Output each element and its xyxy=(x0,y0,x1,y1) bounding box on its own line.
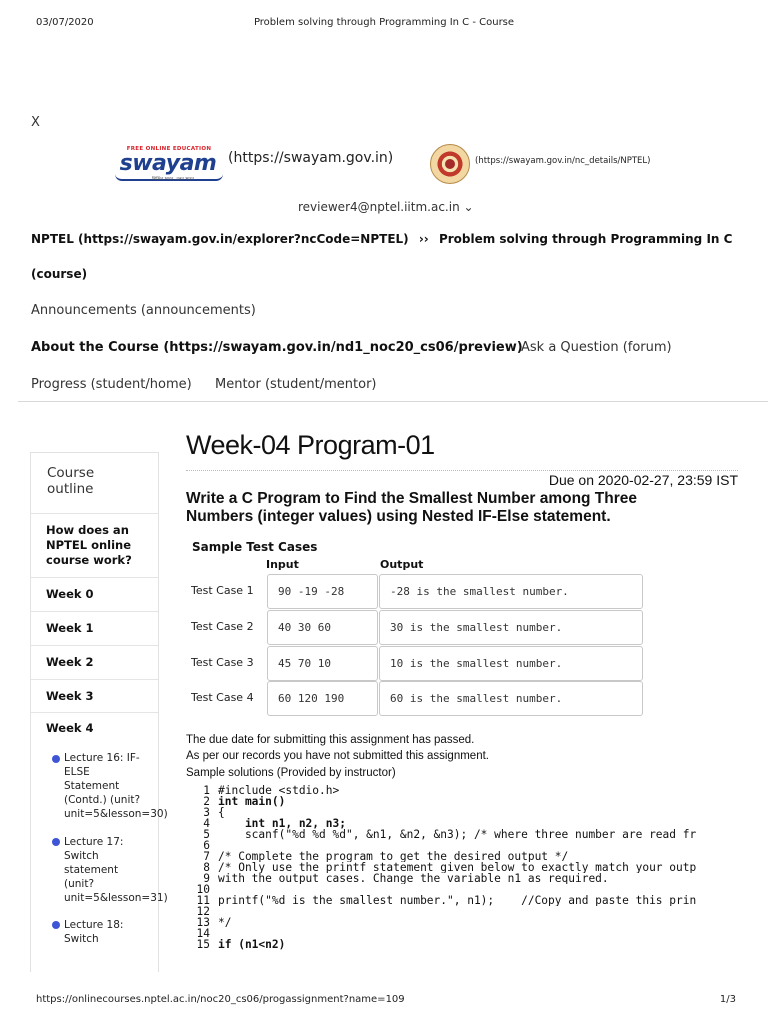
code-line-text: /* Only use the printf statement given below to exactly match your outp xyxy=(218,862,697,873)
code-line xyxy=(180,895,740,906)
swayam-logo[interactable] xyxy=(113,146,225,184)
breadcrumb-separator: ›› xyxy=(418,232,429,246)
heading-divider xyxy=(186,470,738,471)
code-line-text: printf("%d is the smallest number.", n1); //Copy and paste this prin xyxy=(218,895,697,906)
nav-mentor[interactable]: Mentor (student/mentor) xyxy=(215,377,377,392)
code-line xyxy=(180,785,740,796)
outline-week-2[interactable]: Week 2 xyxy=(31,646,158,680)
breadcrumb-course[interactable]: Problem solving through Programming In C xyxy=(438,232,733,246)
lecture-17-link[interactable] xyxy=(64,835,168,905)
problem-line-2: Numbers (integer values) using Nested IF-Else statement. xyxy=(186,508,611,525)
swayam-logo-tagline: शिक्षित भारत, उन्नत भारत xyxy=(152,177,194,182)
course-outline-title xyxy=(31,453,158,514)
code-line-text: int main() xyxy=(218,796,286,807)
code-line-text: #include <stdio.h> xyxy=(218,785,340,796)
breadcrumb xyxy=(31,232,732,246)
lecture-18-line: Switch xyxy=(64,933,99,945)
test-case-input: 40 30 60 xyxy=(267,610,378,645)
outline-week-4[interactable]: Week 4 xyxy=(46,721,94,735)
print-footer-page: 1/3 xyxy=(719,994,736,1005)
code-line-number: 15 xyxy=(196,939,210,950)
code-line-text: scanf("%d %d %d", &n1, &n2, &n3); /* where three number are read fr xyxy=(218,829,697,840)
swayam-link[interactable]: (https://swayam.gov.in) xyxy=(228,150,394,166)
lecture-17-line: unit=5&lesson=31) xyxy=(64,892,168,904)
input-header: Input xyxy=(266,558,299,571)
code-line-number: 4 xyxy=(203,818,210,829)
lecture-16-line: unit=5&lesson=30) xyxy=(64,808,168,820)
swayam-logo-top: FREE ONLINE EDUCATION xyxy=(126,146,212,152)
problem-statement xyxy=(186,490,637,526)
sample-solution-code xyxy=(180,785,740,951)
sample-test-cases-title: Sample Test Cases xyxy=(192,540,318,554)
outline-week-1[interactable]: Week 1 xyxy=(31,612,158,646)
code-line-number: 6 xyxy=(203,840,210,851)
code-line-text: /* Complete the program to get the desired output */ xyxy=(218,851,569,862)
code-line xyxy=(180,873,740,884)
lecture-18-line: Lecture 18: xyxy=(64,919,124,931)
nptel-logo[interactable] xyxy=(430,144,470,184)
test-case-output: -28 is the smallest number. xyxy=(379,574,643,609)
lecture-17-line: Switch xyxy=(64,850,99,862)
code-line-text: with the output cases. Change the variable n1 as required. xyxy=(218,873,609,884)
code-line-text: */ xyxy=(218,917,232,928)
user-menu[interactable] xyxy=(298,200,474,214)
test-case-label: Test Case 3 xyxy=(191,656,254,669)
chevron-down-icon: ⌄ xyxy=(463,200,474,214)
test-case-input: 90 -19 -28 xyxy=(267,574,378,609)
code-line-number: 14 xyxy=(196,928,210,939)
code-line-number: 11 xyxy=(196,895,210,906)
nav-about-course[interactable]: About the Course (https://swayam.gov.in/nd1_noc20_cs06/preview) xyxy=(31,340,523,355)
nptel-link[interactable]: (https://swayam.gov.in/nc_details/NPTEL) xyxy=(475,156,651,166)
course-outline-title-line2: outline xyxy=(47,481,94,497)
nav-progress[interactable]: Progress (student/home) xyxy=(31,377,192,392)
close-button[interactable]: X xyxy=(31,115,40,130)
lecture-16-link[interactable] xyxy=(64,751,168,821)
nav-divider xyxy=(18,401,768,402)
code-line xyxy=(180,829,740,840)
code-line xyxy=(180,862,740,873)
lecture-16-line: (Contd.) (unit? xyxy=(64,794,141,806)
lecture-dot-icon xyxy=(52,838,60,846)
lecture-16-line: ELSE xyxy=(64,766,90,778)
code-line xyxy=(180,851,740,862)
breadcrumb-course-tail[interactable]: (course) xyxy=(31,267,88,281)
code-line xyxy=(180,884,740,895)
test-case-input: 45 70 10 xyxy=(267,646,378,681)
code-line xyxy=(180,807,740,818)
due-passed-notice: The due date for submitting this assignment has passed. xyxy=(186,734,475,746)
print-footer-url: https://onlinecourses.nptel.ac.in/noc20_cs06/progassignment?name=109 xyxy=(36,994,405,1005)
not-submitted-notice: As per our records you have not submitted this assignment. xyxy=(186,750,489,762)
lecture-16-line: Statement xyxy=(64,780,120,792)
code-line xyxy=(180,796,740,807)
code-line-number: 8 xyxy=(203,862,210,873)
code-line-number: 2 xyxy=(203,796,210,807)
how-line-1: How does an xyxy=(46,523,129,537)
sample-solutions-label: Sample solutions (Provided by instructor) xyxy=(186,767,396,779)
code-line-number: 7 xyxy=(203,851,210,862)
code-line-text: { xyxy=(218,807,225,818)
code-line xyxy=(180,818,740,829)
course-outline-title-line1: Course xyxy=(47,465,95,481)
code-line-number: 12 xyxy=(196,906,210,917)
code-line-text: if (n1<n2) xyxy=(218,939,286,950)
lecture-17-line: (unit? xyxy=(64,878,95,890)
how-line-2: NPTEL online xyxy=(46,538,132,552)
print-date: 03/07/2020 xyxy=(36,17,94,28)
problem-line-1: Write a C Program to Find the Smallest Number among Three xyxy=(186,490,638,507)
how-line-3: course work? xyxy=(46,553,132,567)
code-line xyxy=(180,939,740,950)
code-line-number: 3 xyxy=(203,807,210,818)
lecture-dot-icon xyxy=(52,755,60,763)
assignment-heading: Week-04 Program-01 xyxy=(186,430,435,460)
code-line-number: 10 xyxy=(196,884,210,895)
lecture-17-line: statement xyxy=(64,864,119,876)
code-line-number: 13 xyxy=(196,917,210,928)
code-line xyxy=(180,928,740,939)
due-date: Due on 2020-02-27, 23:59 IST xyxy=(548,472,738,488)
code-line xyxy=(180,906,740,917)
print-title: Problem solving through Programming In C - Course xyxy=(253,17,515,28)
test-case-label: Test Case 1 xyxy=(191,584,254,597)
code-line-number: 9 xyxy=(203,873,210,884)
outline-item-how-it-works[interactable] xyxy=(31,514,158,578)
code-line xyxy=(180,917,740,928)
nav-announcements[interactable]: Announcements (announcements) xyxy=(31,303,256,318)
nav-ask-question[interactable]: Ask a Question (forum) xyxy=(521,340,672,355)
outline-week-0[interactable]: Week 0 xyxy=(31,578,158,612)
lecture-18-link[interactable] xyxy=(64,918,123,946)
test-case-output: 30 is the smallest number. xyxy=(379,610,643,645)
test-case-output: 60 is the smallest number. xyxy=(379,681,643,716)
test-case-input: 60 120 190 xyxy=(267,681,378,716)
lecture-17-line: Lecture 17: xyxy=(64,836,124,848)
lecture-dot-icon xyxy=(52,921,60,929)
breadcrumb-nptel[interactable]: NPTEL (https://swayam.gov.in/explorer?ncCode=NPTEL) xyxy=(31,232,409,246)
lecture-16-line: Lecture 16: IF- xyxy=(64,752,140,764)
output-header: Output xyxy=(380,558,424,571)
code-line-number: 1 xyxy=(203,785,210,796)
nptel-logo-center xyxy=(445,159,455,169)
test-case-label: Test Case 4 xyxy=(191,691,254,704)
test-case-label: Test Case 2 xyxy=(191,620,254,633)
outline-week-3[interactable]: Week 3 xyxy=(31,680,158,713)
code-line xyxy=(180,840,740,851)
swayam-logo-word: swayam xyxy=(119,151,217,176)
code-line-text: int n1, n2, n3; xyxy=(218,818,346,829)
test-case-output: 10 is the smallest number. xyxy=(379,646,643,681)
user-email: reviewer4@nptel.iitm.ac.in xyxy=(298,200,460,214)
code-line-number: 5 xyxy=(203,829,210,840)
